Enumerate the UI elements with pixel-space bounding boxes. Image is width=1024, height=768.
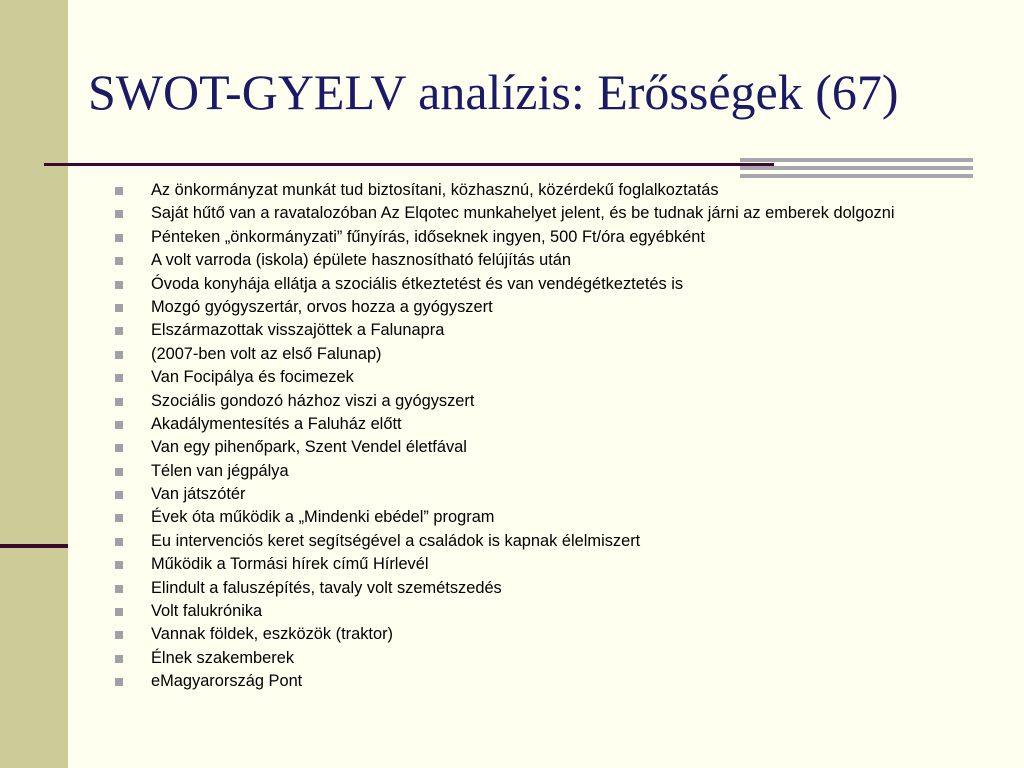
bullet-text: Saját hűtő van a ravatalozóban Az Elqotec munkahelyet jelent, és be tudnak járni az emberek dolgozni xyxy=(151,204,895,223)
bullet-item xyxy=(110,252,910,270)
side-band-divider xyxy=(0,544,68,548)
square-bullet-icon xyxy=(115,538,123,546)
bullet-item xyxy=(110,346,910,364)
bullet-item xyxy=(110,369,910,387)
bullet-text: Van játszótér xyxy=(151,485,246,504)
bullet-item xyxy=(110,673,910,691)
bullet-text: Működik a Tormási hírek című Hírlevél xyxy=(151,555,429,574)
bullet-item xyxy=(110,486,910,504)
title-underline xyxy=(44,163,774,166)
accent-bar xyxy=(740,158,973,162)
square-bullet-icon xyxy=(115,304,123,312)
square-bullet-icon xyxy=(115,561,123,569)
bullet-text: Élnek szakemberek xyxy=(151,648,295,667)
bullet-text: Szociális gondozó házhoz viszi a gyógyszert xyxy=(151,391,475,410)
bullet-item xyxy=(110,276,910,294)
accent-bar xyxy=(740,166,973,170)
square-bullet-icon xyxy=(115,514,123,522)
square-bullet-icon xyxy=(115,210,123,218)
bullet-text: Óvoda konyhája ellátja a szociális étkeztetést és van vendégétkeztetés is xyxy=(151,274,684,293)
square-bullet-icon xyxy=(115,398,123,406)
bullet-item xyxy=(110,626,910,644)
square-bullet-icon xyxy=(115,444,123,452)
bullet-item xyxy=(110,439,910,457)
bullet-item xyxy=(110,229,910,247)
bullet-list xyxy=(110,182,910,697)
bullet-item xyxy=(110,556,910,574)
square-bullet-icon xyxy=(115,585,123,593)
square-bullet-icon xyxy=(115,491,123,499)
bullet-text: Van Focipálya és focimezek xyxy=(151,368,354,387)
bullet-text: Télen van jégpálya xyxy=(151,461,289,480)
bullet-text: Az önkormányzat munkát tud biztosítani, közhasznú, közérdekű foglalkoztatás xyxy=(151,181,719,199)
square-bullet-icon xyxy=(115,631,123,639)
bullet-text: Volt falukrónika xyxy=(151,602,263,621)
square-bullet-icon xyxy=(115,608,123,616)
bullet-text: Évek óta működik a „Mindenki ebédel” program xyxy=(151,508,495,527)
bullet-item xyxy=(110,509,910,527)
side-band xyxy=(0,0,68,768)
bullet-text: Elindult a faluszépítés, tavaly volt szemétszedés xyxy=(151,578,502,597)
bullet-text: Eu intervenciós keret segítségével a családok is kapnak élelmiszert xyxy=(151,531,641,550)
square-bullet-icon xyxy=(115,374,123,382)
square-bullet-icon xyxy=(115,281,123,289)
bullet-text: Akadálymentesítés a Faluház előtt xyxy=(151,414,402,433)
bullet-text: Vannak földek, eszközök (traktor) xyxy=(151,625,394,644)
square-bullet-icon xyxy=(115,678,123,686)
bullet-item xyxy=(110,650,910,668)
bullet-item xyxy=(110,182,910,200)
bullet-item xyxy=(110,205,910,223)
square-bullet-icon xyxy=(115,468,123,476)
slide-title: SWOT-GYELV analízis: Erősségek (67) xyxy=(88,64,899,120)
square-bullet-icon xyxy=(115,421,123,429)
bullet-item xyxy=(110,416,910,434)
bullet-item xyxy=(110,533,910,551)
square-bullet-icon xyxy=(115,234,123,242)
bullet-item xyxy=(110,603,910,621)
accent-bar xyxy=(740,174,973,178)
bullet-text: eMagyarország Pont xyxy=(151,672,303,691)
bullet-item xyxy=(110,299,910,317)
square-bullet-icon xyxy=(115,257,123,265)
square-bullet-icon xyxy=(115,351,123,359)
bullet-item xyxy=(110,580,910,598)
square-bullet-icon xyxy=(115,327,123,335)
bullet-text: Elszármazottak visszajöttek a Falunapra xyxy=(151,321,445,340)
bullet-item xyxy=(110,393,910,411)
bullet-item xyxy=(110,322,910,340)
square-bullet-icon xyxy=(115,655,123,663)
bullet-text: A volt varroda (iskola) épülete hasznosítható felújítás után xyxy=(151,251,572,270)
bullet-text: (2007-ben volt az első Falunap) xyxy=(151,344,382,363)
bullet-item xyxy=(110,463,910,481)
bullet-text: Van egy pihenőpark, Szent Vendel életfával xyxy=(151,438,467,457)
square-bullet-icon xyxy=(115,187,123,195)
bullet-text: Pénteken „önkormányzati” fűnyírás, időseknek ingyen, 500 Ft/óra egyébként xyxy=(151,227,705,246)
bullet-text: Mozgó gyógyszertár, orvos hozza a gyógyszert xyxy=(151,297,493,316)
